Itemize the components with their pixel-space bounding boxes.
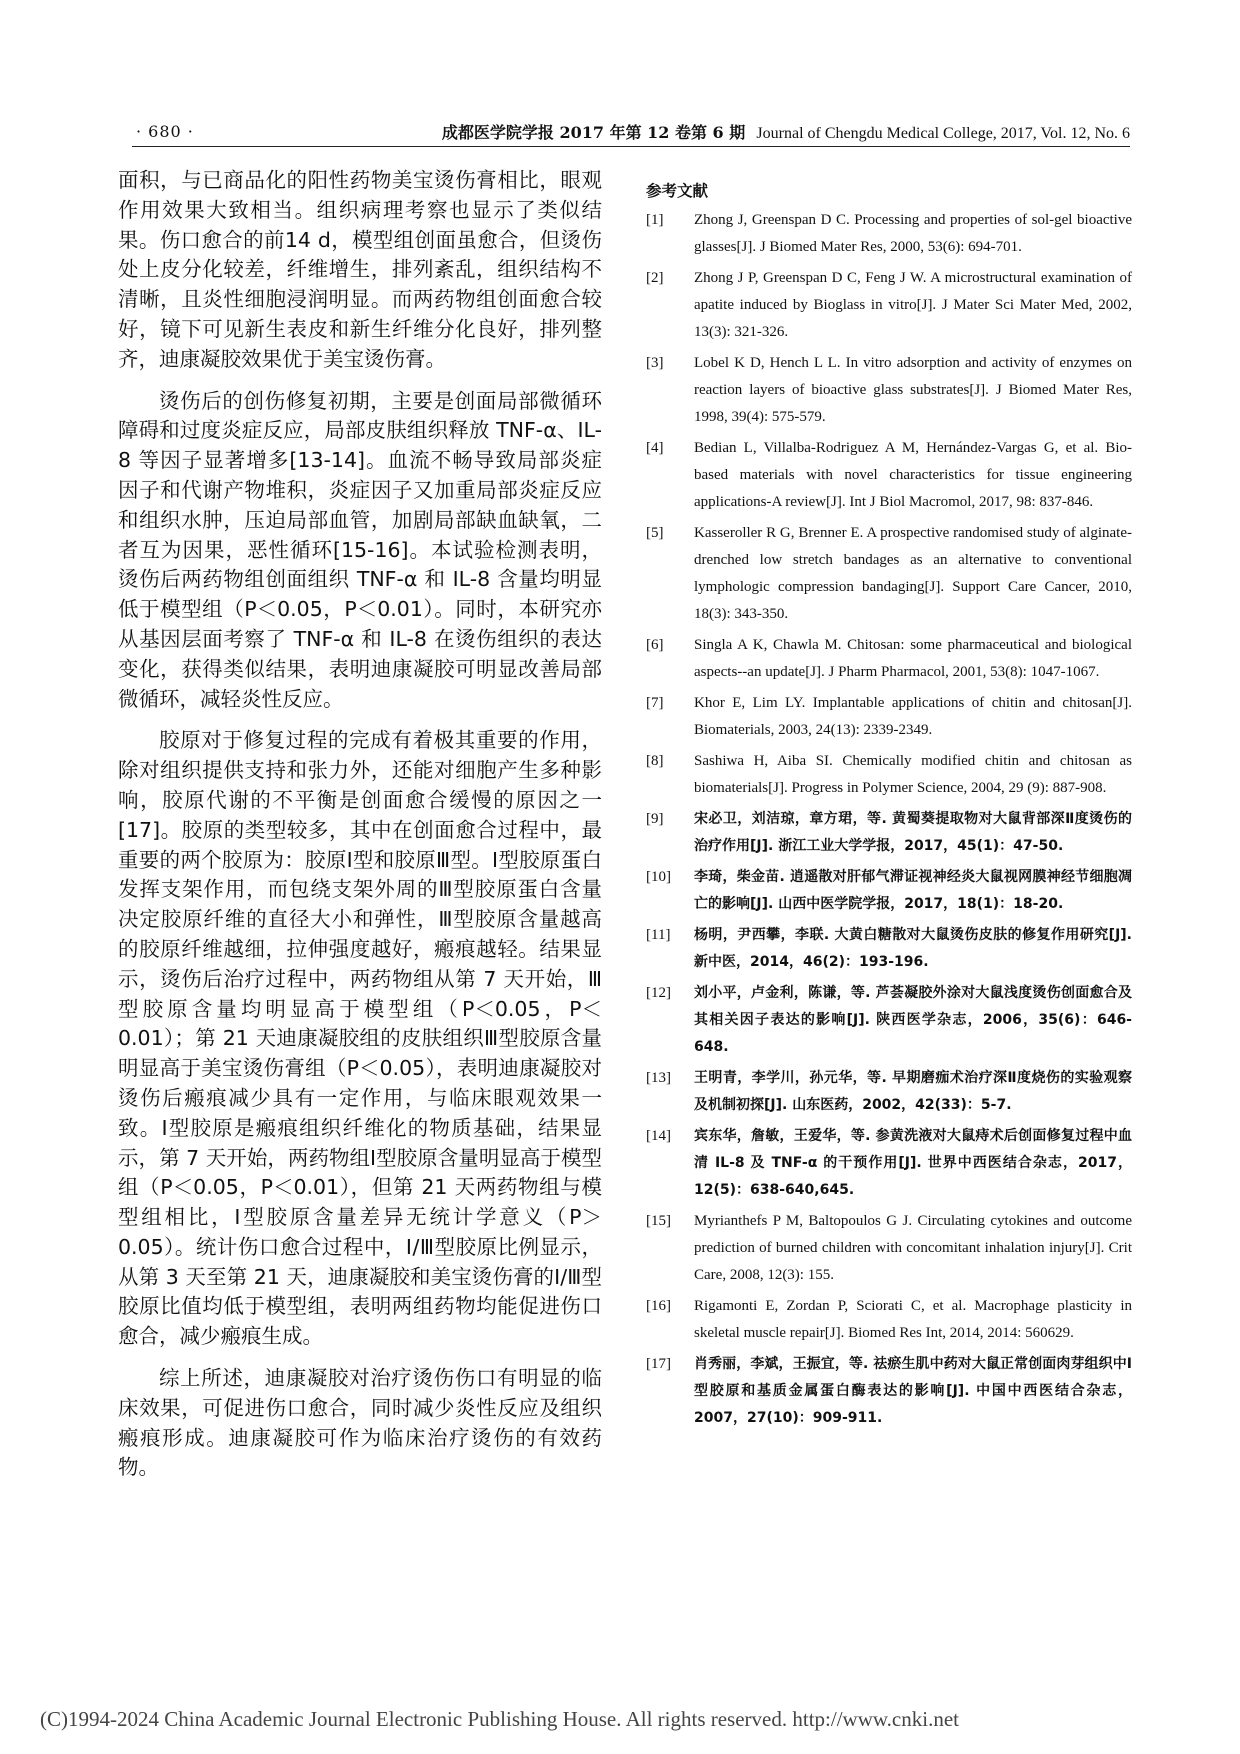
reference-number: [4] — [646, 440, 664, 456]
reference-list — [646, 207, 1132, 1432]
body-paragraph: 烫伤后的创伤修复初期，主要是创面局部微循环障碍和过度炎症反应，局部皮肤组织释放 TNF-α、IL-8 等因子显著增多[13-14]。血流不畅导致局部炎症因子和代谢产物堆积，炎症因子又加重局部炎症反应和组织水肿，压迫局部血管，加剧局部缺血缺氧，二者互为因果，恶性循环[15-16]。本试验检测表明，烫伤后两药物组创面组织 TNF-α 和 IL-8 含量均明显低于模型组（P＜0.05，P＜0.01）。同时，本研究亦从基因层面考察了 TNF-α 和 IL-8 在烫伤组织的表达变化，获得类似结果，表明迪康凝胶可明显改善局部微循环，减轻炎性反应。 — [118, 388, 602, 711]
page-number: · 680 · — [136, 122, 194, 141]
body-paragraph: 胶原对于修复过程的完成有着极其重要的作用，除对组织提供支持和张力外，还能对细胞产生多种影响，胶原代谢的不平衡是创面愈合缓慢的原因之一[17]。胶原的类型较多，其中在创面愈合过程中，最重要的两个胶原为：胶原Ⅰ型和胶原Ⅲ型。Ⅰ型胶原蛋白发挥支架作用，而包绕支架外周的Ⅲ型胶原蛋白含量决定胶原纤维的直径大小和弹性，Ⅲ型胶原含量越高的胶原纤维越细，拉伸强度越好，瘢痕越轻。结果显示，烫伤后治疗过程中，两药物组从第 7 天开始，Ⅲ型胶原含量均明显高于模型组（P＜0.05，P＜0.01）；第 21 天迪康凝胶组的皮肤组织Ⅲ型胶原含量明显高于美宝烫伤膏组（P＜0.05），表明迪康凝胶对烫伤后瘢痕减少具有一定作用，与临床眼观效果一致。Ⅰ型胶原是瘢痕组织纤维化的物质基础，结果显示，第 7 天开始，两药物组Ⅰ型胶原含量明显高于模型组（P＜0.05，P＜0.01），但第 21 天两药物组与模型组相比，Ⅰ型胶原含量差异无统计学意义（P＞0.05）。统计伤口愈合过程中，Ⅰ/Ⅲ型胶原比例显示，从第 3 天至第 21 天，迪康凝胶和美宝烫伤膏的Ⅰ/Ⅲ型胶原比值均低于模型组，表明两组药物均能促进伤口愈合，减少瘢痕生成。 — [118, 728, 602, 1349]
reference-item — [646, 980, 1132, 1061]
reference-number: [14] — [646, 1128, 671, 1144]
reference-item — [646, 1123, 1132, 1204]
reference-item — [646, 207, 1132, 261]
reference-item — [646, 520, 1132, 628]
reference-text: 杨明，尹西攀，李联. 大黄白糖散对大鼠烫伤皮肤的修复作用研究[J]. 新中医，2014，46(2)：193-196. — [694, 927, 1132, 970]
reference-item — [646, 350, 1132, 431]
reference-text: 李琦，柴金苗. 逍遥散对肝郁气滞证视神经炎大鼠视网膜神经节细胞凋亡的影响[J]. 山西中医学院学报，2017，18(1)：18-20. — [694, 869, 1132, 912]
reference-item — [646, 1293, 1132, 1347]
reference-number: [9] — [646, 811, 664, 827]
running-header — [132, 120, 1130, 147]
reference-item — [646, 748, 1132, 802]
reference-text: Bedian L, Villalba-Rodriguez A M, Hernández-Vargas G, et al. Bio-based materials with novel characteristics for tissue engineering applications-A review[J]. Int J Biol Macromol, 2017, 98: 837-846. — [694, 440, 1132, 510]
reference-text: Myrianthefs P M, Baltopoulos G J. Circulating cytokines and outcome prediction of burned children with concomitant inhalation injury[J]. Crit Care, 2008, 12(3): 155. — [694, 1213, 1132, 1283]
reference-text: Singla A K, Chawla M. Chitosan: some pharmaceutical and biological aspects--an update[J]. J Pharm Pharmacol, 2001, 53(8): 1047-1067. — [694, 637, 1132, 680]
copyright-footer: (C)1994-2024 China Academic Journal Electronic Publishing House. All rights reserved. http://www.cnki.net — [40, 1707, 959, 1731]
reference-text: 王明青，李学川，孙元华，等. 早期磨痂术治疗深Ⅱ度烧伤的实验观察及机制初探[J]. 山东医药，2002，42(33)：5-7. — [694, 1070, 1132, 1113]
reference-text: 宾东华，詹敏，王爱华，等. 参黄洗液对大鼠痔术后创面修复过程中血清 IL-8 及 TNF-α 的干预作用[J]. 世界中西医结合杂志，2017，12(5)：638-640,645. — [694, 1128, 1132, 1198]
reference-text: Rigamonti E, Zordan P, Sciorati C, et al. Macrophage plasticity in skeletal muscle repair[J]. Biomed Res Int, 2014, 2014: 560629. — [694, 1298, 1132, 1341]
reference-item — [646, 265, 1132, 346]
reference-number: [1] — [646, 212, 664, 228]
reference-number: [5] — [646, 525, 664, 541]
reference-item — [646, 922, 1132, 976]
reference-text: 宋必卫，刘洁琼，章方珺，等. 黄蜀葵提取物对大鼠背部深Ⅱ度烫伤的治疗作用[J]. 浙江工业大学学报，2017，45(1)：47-50. — [694, 811, 1132, 854]
reference-item — [646, 690, 1132, 744]
journal-title — [442, 120, 1130, 143]
journal-title-en: Journal of Chengdu Medical College, 2017, Vol. 12, No. 6 — [756, 125, 1130, 142]
reference-number: [15] — [646, 1213, 671, 1229]
reference-item — [646, 1065, 1132, 1119]
reference-text: Sashiwa H, Aiba SI. Chemically modified chitin and chitosan as biomaterials[J]. Progress in Polymer Science, 2004, 29 (9): 887-908. — [694, 753, 1132, 796]
reference-item — [646, 435, 1132, 516]
references-column — [646, 178, 1132, 1436]
reference-number: [7] — [646, 695, 664, 711]
reference-number: [10] — [646, 869, 671, 885]
reference-number: [8] — [646, 753, 664, 769]
reference-number: [17] — [646, 1356, 671, 1372]
reference-item — [646, 1351, 1132, 1432]
body-column — [118, 166, 602, 1495]
reference-text: 肖秀丽，李斌，王振宜，等. 祛瘀生肌中药对大鼠正常创面肉芽组织中Ⅰ型胶原和基质金属蛋白酶表达的影响[J]. 中国中西医结合杂志，2007，27(10)：909-911. — [694, 1356, 1132, 1426]
reference-item — [646, 1208, 1132, 1289]
reference-text: 刘小平，卢金利，陈谦，等. 芦荟凝胶外涂对大鼠浅度烫伤创面愈合及其相关因子表达的影响[J]. 陕西医学杂志，2006，35(6)：646-648. — [694, 985, 1132, 1055]
reference-text: Zhong J P, Greenspan D C, Feng J W. A microstructural examination of apatite induced by Bioglass in vitro[J]. J Mater Sci Mater Med, 2002, 13(3): 321-326. — [694, 270, 1132, 340]
reference-number: [2] — [646, 270, 664, 286]
reference-text: Kasseroller R G, Brenner E. A prospective randomised study of alginate-drenched low stretch bandages as an alternative to conventional lymphologic compression bandaging[J]. Support Care Cancer, 2010, 18(3): 343-350. — [694, 525, 1132, 622]
reference-number: [3] — [646, 355, 664, 371]
reference-item — [646, 632, 1132, 686]
reference-item — [646, 864, 1132, 918]
references-heading: 参考文献 — [646, 182, 709, 200]
body-paragraph: 综上所述，迪康凝胶对治疗烫伤伤口有明显的临床效果，可促进伤口愈合，同时减少炎性反应及组织瘢痕形成。迪康凝胶可作为临床治疗烫伤的有效药物。 — [118, 1366, 602, 1480]
reference-number: [16] — [646, 1298, 671, 1314]
journal-title-cn: 成都医学院学报 2017 年第 12 卷第 6 期 — [441, 123, 746, 142]
reference-number: [11] — [646, 927, 671, 943]
reference-number: [13] — [646, 1070, 671, 1086]
reference-number: [6] — [646, 637, 664, 653]
body-paragraph: 面积，与已商品化的阳性药物美宝烫伤膏相比，眼观作用效果大致相当。组织病理考察也显示了类似结果。伤口愈合的前14 d，模型组创面虽愈合，但烫伤处上皮分化较差，纤维增生，排列紊乱，组织结构不清晰，且炎性细胞浸润明显。而两药物组创面愈合较好，镜下可见新生表皮和新生纤维分化良好，排列整齐，迪康凝胶效果优于美宝烫伤膏。 — [118, 168, 602, 371]
reference-number: [12] — [646, 985, 671, 1001]
reference-text: Khor E, Lim LY. Implantable applications of chitin and chitosan[J]. Biomaterials, 2003, 24(13): 2339-2349. — [694, 695, 1132, 738]
reference-text: Zhong J, Greenspan D C. Processing and properties of sol-gel bioactive glasses[J]. J Biomed Mater Res, 2000, 53(6): 694-701. — [694, 212, 1132, 255]
reference-item — [646, 806, 1132, 860]
reference-text: Lobel K D, Hench L L. In vitro adsorption and activity of enzymes on reaction layers of bioactive glass substrates[J]. J Biomed Mater Res, 1998, 39(4): 575-579. — [694, 355, 1132, 425]
